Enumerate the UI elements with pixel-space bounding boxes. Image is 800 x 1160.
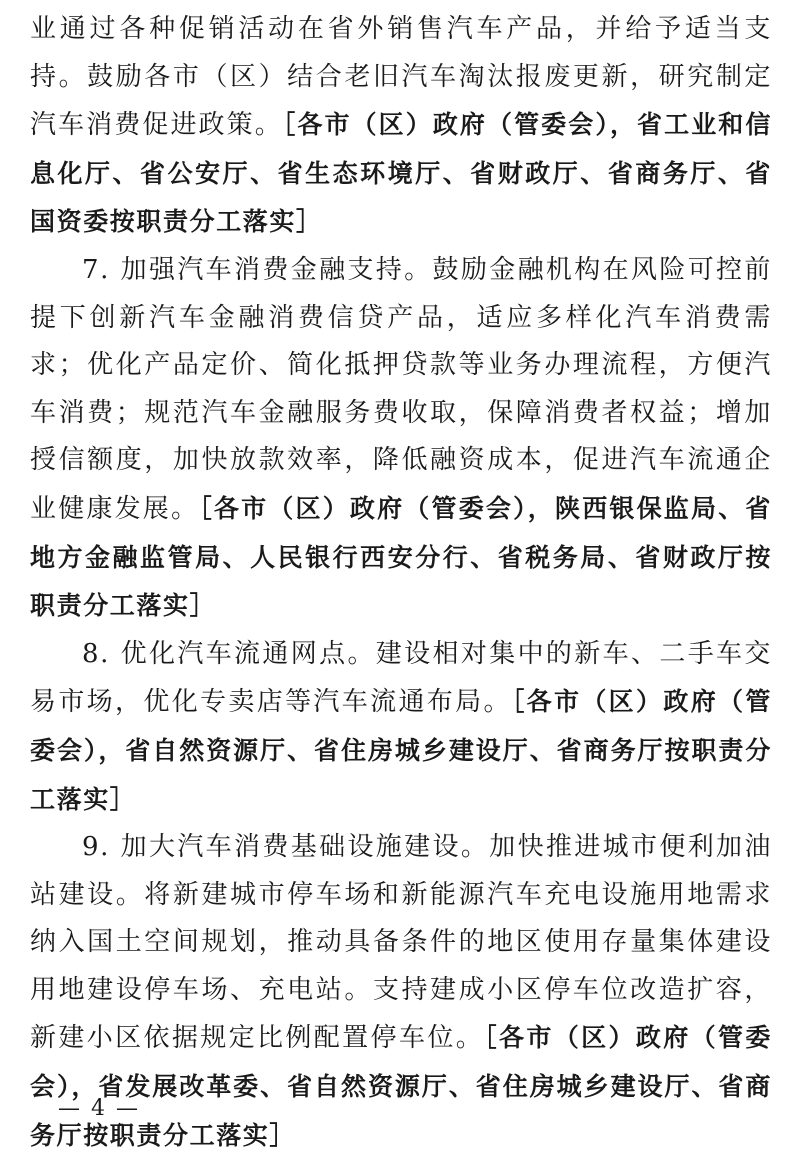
document-page <box>30 6 772 1160</box>
paragraph-item-9 <box>30 824 772 1160</box>
paragraph-body: 业通过各种促销活动在省外销售汽车产品，并给予适当支持。鼓励各市（区）结合老旧汽车淘汰报废更新，研究制定汽车消费促进政策。 <box>30 14 772 141</box>
responsibility-note: ［各市（区）政府（管委会），省自然资源厅、省住房城乡建设厅、省商务厅按职责分工落实］ <box>30 687 772 814</box>
paragraph-body: 9. 加大汽车消费基础设施建设。加快推进城市便利加油站建设。将新建城市停车场和新能源汽车充电设施用地需求纳入国土空间规划，推动具备条件的地区使用存量集体建设用地建设停车场、充电站。支持建成小区停车位改造扩容，新建小区依据规定比例配置停车位。 <box>30 832 772 1054</box>
paragraph-item-8 <box>30 631 772 824</box>
page-number: — 4 — <box>58 1096 140 1121</box>
responsibility-note: ［各市（区）政府（管委会），省发展改革委、省自然资源厅、省住房城乡建设厅、省商务厅按职责分工落实］ <box>30 1023 772 1150</box>
paragraph-body: 7. 加强汽车消费金融支持。鼓励金融机构在风险可控前提下创新汽车金融消费信贷产品，适应多样化汽车消费需求；优化产品定价、简化抵押贷款等业务办理流程，方便汽车消费；规范汽车金融服务费收取，保障消费者权益；增加授信额度，加快放款效率，降低融资成本，促进汽车流通企业健康发展。 <box>30 254 772 524</box>
paragraph-body: 8. 优化汽车流通网点。建设相对集中的新车、二手车交易市场，优化专卖店等汽车流通布局。 <box>30 638 772 718</box>
responsibility-note: ［各市（区）政府（管委会），陕西银保监局、省地方金融监管局、人民银行西安分行、省税务局、省财政厅按职责分工落实］ <box>30 493 772 621</box>
paragraph-continuation <box>30 6 772 247</box>
responsibility-note: ［各市（区）政府（管委会），省工业和信息化厅、省公安厅、省生态环境厅、省财政厅、省商务厅、省国资委按职责分工落实］ <box>30 110 772 237</box>
paragraph-item-7 <box>30 247 772 631</box>
